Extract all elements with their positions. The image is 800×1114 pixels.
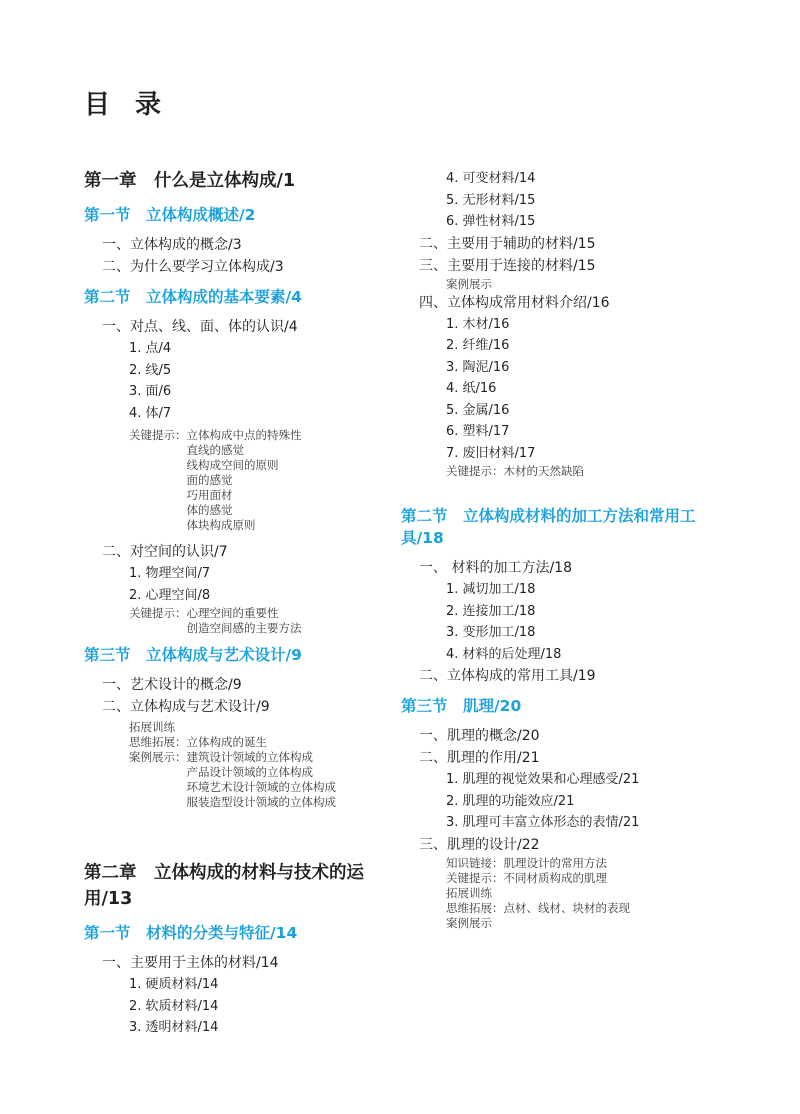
toc-item[interactable]: 二、对空间的认识/7	[102, 544, 228, 560]
toc-subitem[interactable]: 2. 连接加工/18	[446, 603, 536, 619]
training-note	[401, 886, 721, 901]
toc-subitem[interactable]: 4. 材料的后处理/18	[446, 646, 562, 662]
thinking-note	[84, 735, 399, 750]
toc-item[interactable]: 二、立体构成的常用工具/19	[419, 668, 596, 684]
section-2-2-heading[interactable]: 第二节 立体构成材料的加工方法和常用工具/18	[401, 507, 696, 547]
toc-subitem[interactable]: 3. 透明材料/14	[129, 1020, 219, 1035]
note-line: 建筑设计领域的立体构成	[186, 750, 313, 764]
toc-subitem[interactable]: 6. 弹性材料/15	[446, 214, 536, 229]
toc-subitem[interactable]: 4. 纸/16	[446, 381, 497, 396]
key-tip-note	[84, 606, 399, 636]
toc-item[interactable]: 一、立体构成的概念/3	[102, 237, 242, 253]
toc-subitem[interactable]: 3. 陶泥/16	[446, 359, 510, 375]
training-note: 拓展训练	[129, 720, 175, 734]
toc-item[interactable]: 三、肌理的设计/22	[419, 836, 540, 853]
toc-subitem[interactable]: 2. 软质材料/14	[129, 998, 219, 1014]
toc-subitem[interactable]: 1. 肌理的视觉效果和心理感受/21	[446, 772, 640, 787]
note-line: 创造空间感的主要方法	[186, 621, 302, 635]
note-label: 案例展示：	[129, 750, 187, 764]
toc-item[interactable]: 二、肌理的作用/21	[419, 750, 540, 766]
toc-subitem[interactable]: 1. 点/4	[129, 341, 172, 356]
note-line: 肌理设计的常用方法	[503, 855, 607, 870]
toc-subitem[interactable]: 2. 纤维/16	[446, 338, 510, 353]
note-line: 体块构成原则	[186, 518, 256, 532]
note-line: 木材的天然缺陷	[503, 464, 584, 478]
note-line: 案例展示	[446, 915, 492, 930]
note-line: 不同材质构成的肌理	[503, 870, 607, 885]
note-label: 知识链接：	[446, 855, 504, 870]
toc-subitem[interactable]: 7. 废旧材料/17	[446, 445, 536, 461]
toc-item[interactable]: 四、立体构成常用材料介绍/16	[419, 294, 610, 311]
section-1-3-heading[interactable]: 第三节 立体构成与艺术设计/9	[84, 646, 302, 664]
note-line: 产品设计领域的立体构成	[186, 765, 313, 779]
case-note	[84, 750, 399, 810]
chapter-1-heading[interactable]: 第一章 什么是立体构成/1	[84, 171, 296, 191]
key-tip-note	[84, 428, 399, 533]
toc-item[interactable]: 二、立体构成与艺术设计/9	[102, 699, 270, 715]
toc-item[interactable]: 三、主要用于连接的材料/15	[419, 257, 596, 274]
toc-subitem[interactable]: 3. 面/6	[129, 384, 172, 399]
note-line: 点材、线材、块材的表现	[503, 900, 630, 915]
note-line: 拓展训练	[446, 885, 492, 900]
chapter-2-heading[interactable]: 第二章 立体构成的材料与技术的运用/13	[84, 863, 364, 909]
toc-subitem[interactable]: 5. 金属/16	[446, 402, 510, 418]
toc-subitem[interactable]: 5. 无形材料/15	[446, 192, 536, 208]
note-label: 思维拓展：	[446, 900, 504, 915]
toc-subitem[interactable]: 2. 心理空间/8	[129, 587, 211, 603]
toc-subitem[interactable]: 1. 硬质材料/14	[129, 977, 219, 992]
note-line: 面的感觉	[186, 473, 233, 487]
thinking-note	[401, 901, 721, 916]
toc-subitem[interactable]: 2. 肌理的功能效应/21	[446, 793, 575, 809]
knowledge-link-note	[401, 856, 721, 871]
toc-subitem[interactable]: 1. 木材/16	[446, 316, 510, 332]
toc-left-column	[84, 168, 399, 1039]
toc-right-column	[401, 168, 721, 931]
note-line: 线构成空间的原则	[186, 458, 279, 472]
section-2-3-heading[interactable]: 第三节 肌理/20	[401, 697, 522, 715]
note-line: 直线的感觉	[186, 443, 244, 457]
note-line: 体的感觉	[186, 503, 233, 517]
toc-item[interactable]: 一、主要用于主体的材料/14	[102, 955, 279, 971]
toc-subitem[interactable]: 3. 变形加工/18	[446, 625, 536, 640]
section-2-1-heading[interactable]: 第一节 材料的分类与特征/14	[84, 924, 298, 942]
case-note: 案例展示	[446, 276, 492, 291]
note-line: 巧用面材	[186, 488, 233, 502]
toc-subitem[interactable]: 2. 线/5	[129, 362, 172, 378]
section-1-2-heading[interactable]: 第二节 立体构成的基本要素/4	[84, 288, 302, 306]
note-line: 心理空间的重要性	[186, 606, 279, 620]
note-line: 立体构成的诞生	[186, 735, 267, 749]
key-tip-note	[401, 871, 721, 886]
note-line: 环境艺术设计领域的立体构成	[186, 780, 336, 794]
toc-subitem[interactable]: 4. 可变材料/14	[446, 171, 536, 186]
note-label: 关键提示：	[446, 870, 504, 885]
toc-subitem[interactable]: 4. 体/7	[129, 405, 172, 421]
note-label: 关键提示：	[446, 464, 504, 478]
toc-item[interactable]: 一、肌理的概念/20	[419, 728, 540, 744]
toc-subitem[interactable]: 3. 肌理可丰富立体形态的表情/21	[446, 815, 640, 830]
toc-subitem[interactable]: 6. 塑料/17	[446, 424, 510, 439]
note-label: 关键提示：	[129, 606, 187, 620]
toc-item[interactable]: 一、对点、线、面、体的认识/4	[102, 319, 298, 335]
note-label: 关键提示：	[129, 428, 187, 442]
toc-item[interactable]: 二、主要用于辅助的材料/15	[419, 235, 596, 252]
case-note	[401, 916, 721, 931]
note-line: 服装造型设计领域的立体构成	[186, 795, 336, 809]
section-1-1-heading[interactable]: 第一节 立体构成概述/2	[84, 206, 256, 224]
toc-subitem[interactable]: 1. 减切加工/18	[446, 582, 536, 597]
toc-item[interactable]: 二、为什么要学习立体构成/3	[102, 259, 284, 275]
toc-subitem[interactable]: 1. 物理空间/7	[129, 566, 211, 581]
key-tip-note	[401, 464, 721, 479]
note-label: 思维拓展：	[129, 735, 187, 749]
page-title: 目 录	[84, 90, 170, 120]
note-line: 立体构成中点的特殊性	[186, 428, 302, 442]
toc-item[interactable]: 一、 材料的加工方法/18	[419, 560, 572, 576]
toc-item[interactable]: 一、艺术设计的概念/9	[102, 677, 242, 693]
